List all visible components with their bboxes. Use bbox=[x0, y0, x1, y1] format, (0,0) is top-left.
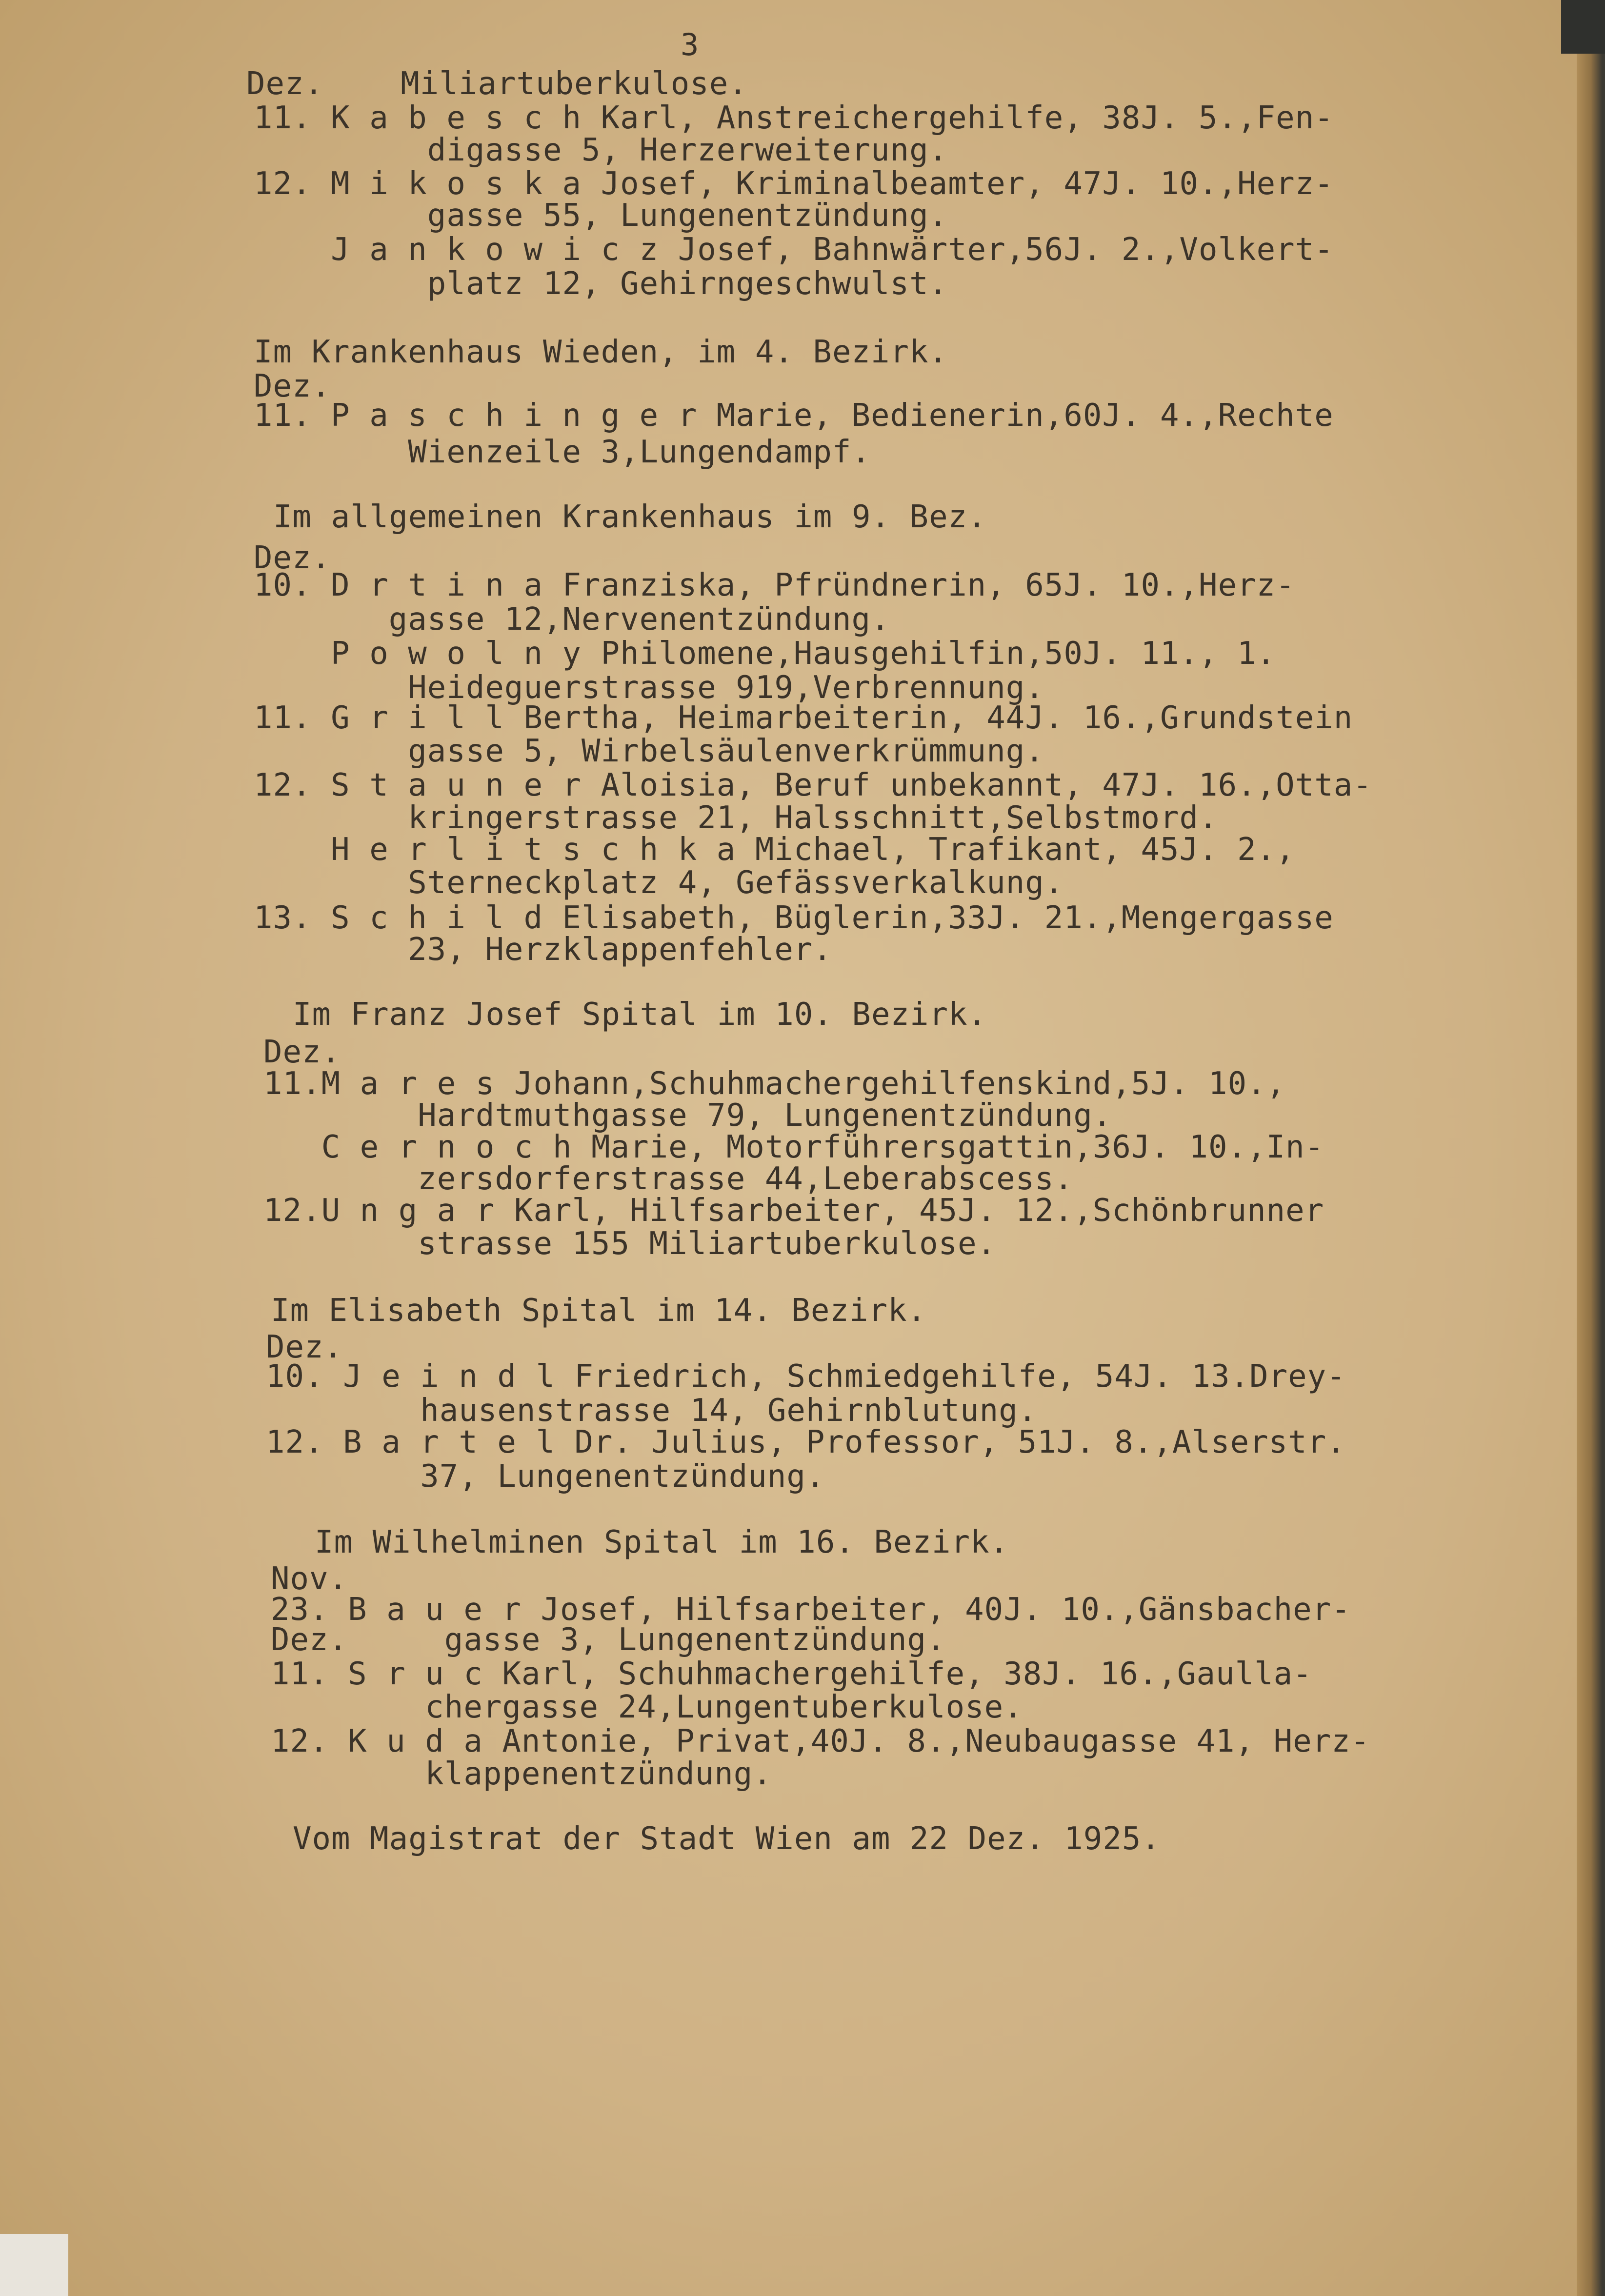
text-line: platz 12, Gehirngeschwulst. bbox=[254, 266, 948, 302]
text-line: 37, Lungenentzündung. bbox=[266, 1458, 825, 1495]
text-line: Sterneckplatz 4, Gefässverkalkung. bbox=[254, 865, 1064, 901]
section-heading: Im Wilhelminen Spital im 16. Bezirk. bbox=[315, 1524, 1009, 1560]
text-line: 12. K u d a Antonie, Privat,40J. 8.,Neubaugasse 41, Herz- bbox=[271, 1723, 1370, 1759]
text-line: 12. M i k o s k a Josef, Kriminalbeamter, 47J. 10.,Herz- bbox=[254, 166, 1334, 202]
section-heading: Im Elisabeth Spital im 14. Bezirk. bbox=[271, 1293, 927, 1329]
text-line: 11. G r i l l Bertha, Heimarbeiterin, 44J. 16.,Grundstein bbox=[254, 700, 1353, 736]
paper-strip bbox=[0, 2234, 68, 2296]
text-line: Dez. bbox=[263, 1034, 341, 1070]
text-line: Heideguerstrasse 919,Verbrennung. bbox=[254, 670, 1044, 706]
text-line: strasse 155 Miliartuberkulose. bbox=[263, 1226, 997, 1262]
text-line: hausenstrasse 14, Gehirnblutung. bbox=[266, 1393, 1038, 1429]
binding-corner bbox=[1561, 0, 1605, 54]
text-line: 11.M a r e s Johann,Schuhmachergehilfenskind,5J. 10., bbox=[263, 1066, 1286, 1102]
text-line: Hardtmuthgasse 79, Lungenentzündung. bbox=[263, 1098, 1112, 1134]
text-line: zersdorferstrasse 44,Leberabscess. bbox=[263, 1161, 1074, 1197]
text-line: Dez. bbox=[254, 540, 331, 576]
text-line: Dez. gasse 3, Lungenentzündung. bbox=[271, 1622, 946, 1658]
text-line: digasse 5, Herzerweiterung. bbox=[254, 132, 948, 168]
book-binding bbox=[1577, 0, 1605, 2296]
section-heading: Im Franz Josef Spital im 10. Bezirk. bbox=[293, 997, 987, 1033]
text-line: 12. B a r t e l Dr. Julius, Professor, 51J. 8.,Alserstr. bbox=[266, 1424, 1346, 1460]
text-line: klappenentzündung. bbox=[271, 1756, 772, 1792]
closing-signature-line: Vom Magistrat der Stadt Wien am 22 Dez. 1925. bbox=[293, 1821, 1161, 1857]
section-heading: Im Krankenhaus Wieden, im 4. Bezirk. bbox=[254, 334, 948, 370]
text-line: C e r n o c h Marie, Motorführersgattin,36J. 10.,In- bbox=[263, 1129, 1324, 1165]
text-line: 11. P a s c h i n g e r Marie, Bedienerin,60J. 4.,Rechte bbox=[254, 398, 1334, 434]
text-line: gasse 55, Lungenentzündung. bbox=[254, 198, 948, 234]
text-line: J a n k o w i c z Josef, Bahnwärter,56J. 2.,Volkert- bbox=[254, 232, 1334, 268]
text-line: 10. J e i n d l Friedrich, Schmiedgehilfe, 54J. 13.Drey- bbox=[266, 1358, 1346, 1395]
text-line: Wienzeile 3,Lungendampf. bbox=[254, 434, 871, 470]
text-line: 10. D r t i n a Franziska, Pfründnerin, 65J. 10.,Herz- bbox=[254, 567, 1295, 603]
text-line: 13. S c h i l d Elisabeth, Büglerin,33J. 21.,Mengergasse bbox=[254, 900, 1334, 936]
text-line: Nov. bbox=[271, 1561, 348, 1597]
text-line: gasse 12,Nervenentzündung. bbox=[254, 601, 890, 638]
page-number: 3 bbox=[681, 27, 699, 62]
text-line: 23. B a u e r Josef, Hilfsarbeiter, 40J. 10.,Gänsbacher- bbox=[271, 1592, 1351, 1628]
text-line: P o w o l n y Philomene,Hausgehilfin,50J. 11., 1. bbox=[254, 636, 1276, 672]
text-line: Dez. Miliartuberkulose. bbox=[246, 66, 748, 102]
text-line: kringerstrasse 21, Halsschnitt,Selbstmord. bbox=[254, 800, 1218, 836]
text-line: 12.U n g a r Karl, Hilfsarbeiter, 45J. 12.,Schönbrunner bbox=[263, 1193, 1324, 1229]
text-line: 11. K a b e s c h Karl, Anstreichergehilfe, 38J. 5.,Fen- bbox=[254, 100, 1334, 136]
text-line: Dez. bbox=[266, 1329, 343, 1365]
text-line: 11. S r u c Karl, Schuhmachergehilfe, 38J. 16.,Gaulla- bbox=[271, 1656, 1312, 1692]
text-line: H e r l i t s c h k a Michael, Trafikant, 45J. 2., bbox=[254, 832, 1295, 868]
text-line: 12. S t a u n e r Aloisia, Beruf unbekannt, 47J. 16.,Otta- bbox=[254, 767, 1372, 803]
text-line: Dez. bbox=[254, 368, 331, 404]
text-line: 23, Herzklappenfehler. bbox=[254, 932, 832, 968]
text-line: chergasse 24,Lungentuberkulose. bbox=[271, 1689, 1023, 1725]
text-line: gasse 5, Wirbelsäulenverkrümmung. bbox=[254, 733, 1044, 769]
section-heading: Im allgemeinen Krankenhaus im 9. Bez. bbox=[273, 499, 987, 535]
